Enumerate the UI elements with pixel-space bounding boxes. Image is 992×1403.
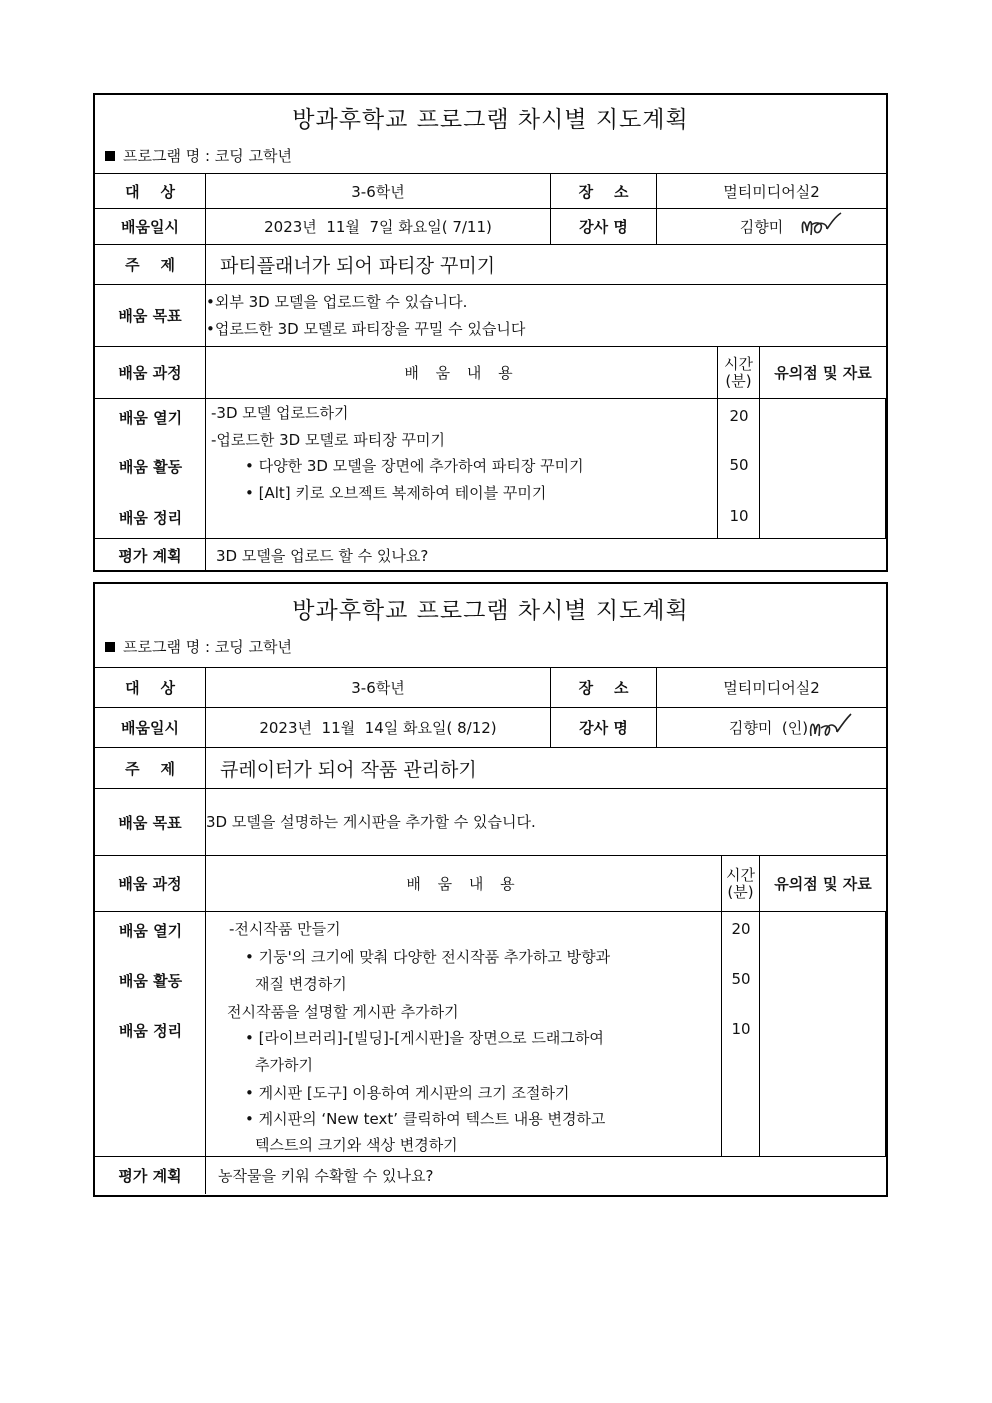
time-label: 시간 (분) <box>718 347 760 398</box>
target-row <box>95 668 886 708</box>
content-line: -3D 모델 업로드하기 <box>211 404 349 422</box>
date-label: 배움일시 <box>95 708 206 747</box>
time-value: 10 <box>729 507 749 525</box>
date-value: 2023년 11월 14일 화요일( 8/12) <box>206 708 551 747</box>
date-row <box>95 209 886 245</box>
program-name: 프로그램 명 : 코딩 고학년 <box>105 145 292 166</box>
content-label: 배 움 내 용 <box>206 856 722 911</box>
topic-label: 주 제 <box>95 748 206 788</box>
note-column <box>760 912 886 1156</box>
plan-title: 방과후학교 프로그램 차시별 지도계획 <box>292 107 689 133</box>
goal-row <box>95 285 886 347</box>
target-row <box>95 174 886 209</box>
square-bullet-icon <box>105 642 115 652</box>
target-label: 대 상 <box>95 174 206 208</box>
plan-header <box>95 95 886 174</box>
note-column <box>760 399 886 538</box>
lesson-plan-1 <box>93 93 888 572</box>
place-value: 멀티미디어실2 <box>723 182 820 201</box>
content-line: -업로드한 3D 모델로 파티장 꾸미기 <box>211 431 445 449</box>
place-label: 장 소 <box>551 174 657 208</box>
time-value: 50 <box>729 456 749 474</box>
content-line: • 기둥'의 크기에 맞춰 다양한 전시작품 추가하고 방향과 <box>245 948 611 966</box>
plan-header <box>95 584 886 668</box>
teacher-label: 강사 명 <box>551 708 657 747</box>
process-header-row <box>95 856 886 912</box>
goal-item: 3D 모델을 설명하는 게시판을 추가할 수 있습니다. <box>206 812 536 831</box>
content-line: • 게시판의 ‘New text’ 클릭하여 텍스트 내용 변경하고 <box>245 1110 606 1128</box>
goal-item: •업로드한 3D 모델로 파티장을 꾸밀 수 있습니다 <box>206 319 526 338</box>
date-row <box>95 708 886 748</box>
content-line: 텍스트의 크기와 색상 변경하기 <box>255 1136 458 1154</box>
goal-item: •외부 3D 모델을 업로드할 수 있습니다. <box>206 292 468 311</box>
eval-label: 평가 계획 <box>95 539 206 572</box>
square-bullet-icon <box>105 151 115 161</box>
content-line: • [라이브러리]-[빌딩]-[게시판]을 장면으로 드래그하여 <box>245 1029 604 1047</box>
eval-row <box>95 539 886 572</box>
topic-row <box>95 245 886 285</box>
process-header-row <box>95 347 886 399</box>
date-label: 배움일시 <box>95 209 206 244</box>
place-label: 장 소 <box>551 668 657 707</box>
content-line: 추가하기 <box>255 1056 313 1074</box>
place-value: 멀티미디어실2 <box>723 679 820 697</box>
content-line: -전시작품 만들기 <box>229 920 341 938</box>
time-value: 20 <box>731 920 751 938</box>
lesson-plan-2 <box>93 582 888 1197</box>
teacher-cell <box>657 209 886 244</box>
process-body-row <box>95 399 886 539</box>
goal-list <box>206 285 886 346</box>
target-label: 대 상 <box>95 668 206 707</box>
eval-label: 평가 계획 <box>95 1157 206 1194</box>
stage-label: 배움 정리 <box>118 1022 183 1040</box>
content-line: • [Alt] 키로 오브젝트 복제하여 테이블 꾸미기 <box>245 484 547 502</box>
teacher-value: 김향미 (인) <box>728 719 809 737</box>
target-value: 3-6학년 <box>206 668 551 707</box>
goal-label: 배움 목표 <box>95 285 206 346</box>
teacher-value: 김향미 <box>739 218 784 236</box>
content-line: • 다양한 3D 모델을 장면에 추가하여 파티장 꾸미기 <box>245 457 584 475</box>
topic-row <box>95 748 886 789</box>
note-label: 유의점 및 자료 <box>774 875 872 893</box>
content-line: • 게시판 [도구] 이용하여 게시판의 크기 조절하기 <box>245 1084 570 1102</box>
time-value: 10 <box>731 1020 751 1038</box>
process-label: 배움 과정 <box>95 347 206 398</box>
goal-label: 배움 목표 <box>95 789 206 855</box>
topic-value: 큐레이터가 되어 작품 관리하기 <box>220 758 477 781</box>
time-value: 20 <box>729 407 749 425</box>
stage-label: 배움 활동 <box>118 458 183 476</box>
process-body-row <box>95 912 886 1157</box>
time-label: 시간 (분) <box>722 856 760 911</box>
eval-row <box>95 1157 886 1194</box>
stage-label: 배움 정리 <box>118 509 183 527</box>
goal-list <box>206 789 886 855</box>
stage-label: 배움 열기 <box>118 922 183 940</box>
program-name: 프로그램 명 : 코딩 고학년 <box>105 636 292 657</box>
plan-title: 방과후학교 프로그램 차시별 지도계획 <box>292 598 689 624</box>
content-line: 전시작품을 설명할 게시판 추가하기 <box>227 1003 459 1021</box>
content-line: 재질 변경하기 <box>255 975 347 993</box>
content-label: 배 움 내 용 <box>206 347 718 398</box>
teacher-cell <box>657 708 886 747</box>
teacher-label: 강사 명 <box>551 209 657 244</box>
eval-value: 농작물을 키워 수확할 수 있나요? <box>218 1167 434 1185</box>
date-value: 2023년 11월 7일 화요일( 7/11) <box>206 209 551 244</box>
topic-value: 파티플래너가 되어 파티장 꾸미기 <box>220 255 496 277</box>
process-label: 배움 과정 <box>95 856 206 911</box>
target-value: 3-6학년 <box>206 174 551 208</box>
signature-mark <box>807 712 853 742</box>
topic-label: 주 제 <box>95 245 206 284</box>
stage-label: 배움 열기 <box>118 409 183 427</box>
note-label: 유의점 및 자료 <box>774 364 872 382</box>
eval-value: 3D 모델을 업로드 할 수 있나요? <box>216 547 429 565</box>
stage-label: 배움 활동 <box>118 972 183 990</box>
goal-row <box>95 789 886 856</box>
time-value: 50 <box>731 970 751 988</box>
signature-mark <box>797 211 845 241</box>
